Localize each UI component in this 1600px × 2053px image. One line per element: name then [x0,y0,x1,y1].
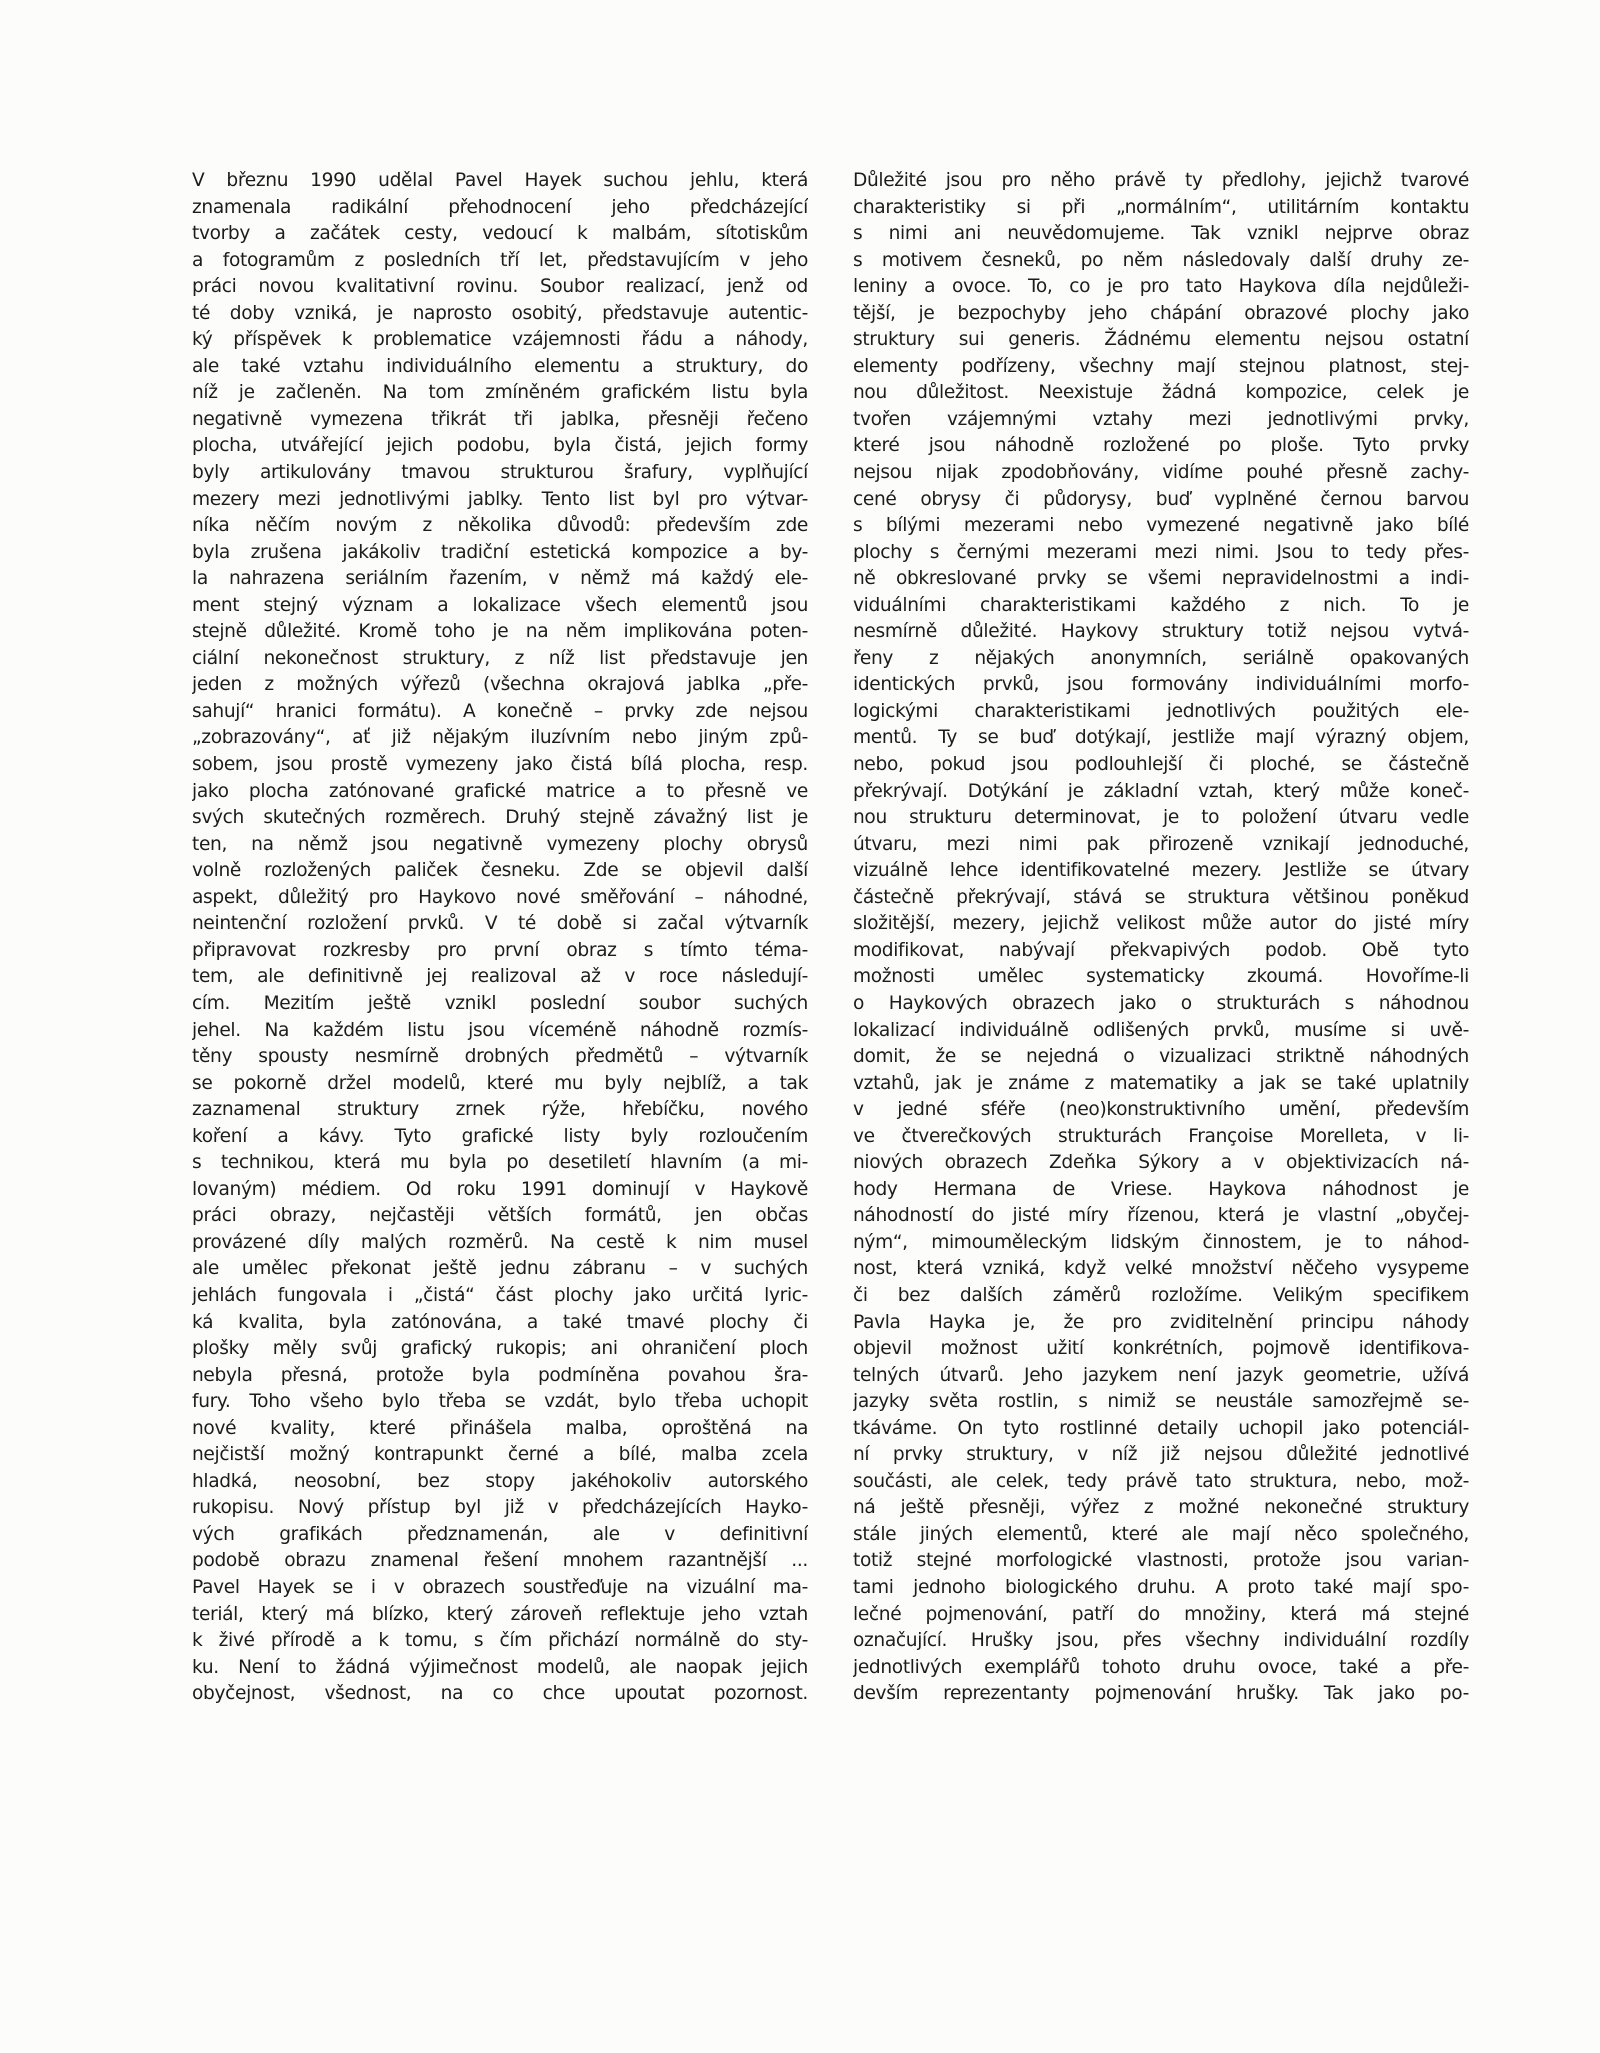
text-line: složitější, mezery, jejichž velikost může autor do jisté míry [853,913,1469,935]
text-line: cené obrysy či půdorysy, buď vyplněné černou barvou [853,488,1469,510]
text-line: nejčistší možný kontrapunkt černé a bílé, malba zcela [192,1444,808,1466]
text-line: útvaru, mezi nimi pak přirozeně vznikají jednoduché, [853,833,1469,855]
text-line: lečné pojmenování, patří do množiny, která má stejné [853,1603,1469,1625]
text-line: ciální nekonečnost struktury, z níž list představuje jen [192,647,808,669]
text-line: charakteristiky si při „normálním“, utilitárním kontaktu [853,196,1469,218]
text-line: domit, že se nejedná o vizualizaci striktně náhodných [853,1046,1469,1068]
text-line: podobě obrazu znamenal řešení mnohem razantnější ... [192,1550,808,1572]
text-line: hladká, neosobní, bez stopy jakéhokoliv autorského [192,1470,808,1492]
text-line: leniny a ovoce. To, co je pro tato Haykova díla nejdůleži- [853,276,1469,298]
text-line: logickými charakteristikami jednotlivých použitých ele- [853,700,1469,722]
text-line: vztahů, jak je známe z matematiky a jak se také uplatnily [853,1072,1469,1094]
text-line: tvorby a začátek cesty, vedoucí k malbám, sítotiskům [192,223,808,245]
text-line: ale umělec překonat ještě jednu zábranu – v suchých [192,1258,808,1280]
text-line: tvořen vzájemnými vztahy mezi jednotlivými prvky, [853,408,1469,430]
text-line: sahují“ hranici formátu). A konečně – prvky zde nejsou [192,700,808,722]
text-line: ale také vztahu individuálního elementu a struktury, do [192,355,808,377]
text-line: neintenční rozložení prvků. V té době si začal výtvarník [192,913,808,935]
text-line: k živé přírodě a k tomu, s čím přichází normálně do sty- [192,1630,808,1652]
text-line: řeny z nějakých anonymních, seriálně opakovaných [853,647,1469,669]
text-line: a fotogramům z posledních tří let, představujícím v jeho [192,249,808,271]
text-line: devším reprezentanty pojmenování hrušky. Tak jako po- [853,1683,1469,1705]
text-line: ně obkreslované prvky se všemi nepravidelnostmi a indi- [853,568,1469,590]
text-line: jehel. Na každém listu jsou víceméně náhodně rozmís- [192,1019,808,1041]
text-line: s nimi ani neuvědomujeme. Tak vznikl nejprve obraz [853,223,1469,245]
text-line: Pavla Hayka je, že pro zviditelnění principu náhody [853,1311,1469,1333]
text-line: ve čtverečkových strukturách Françoise Morelleta, v li- [853,1125,1469,1147]
text-line: provázené díly malých rozměrů. Na cestě k nim musel [192,1231,808,1253]
text-line: níka něčím novým z několika důvodů: především zde [192,515,808,537]
text-line: objevil možnost užití konkrétních, pojmově identifikova- [853,1338,1469,1360]
text-line: elementy podřízeny, všechny mají stejnou platnost, stej- [853,355,1469,377]
text-line: součásti, ale celek, tedy právě tato struktura, nebo, mož- [853,1470,1469,1492]
text-line: ment stejný význam a lokalizace všech elementů jsou [192,594,808,616]
text-line: s bílými mezerami nebo vymezené negativně jako bílé [853,515,1469,537]
text-line: mezery mezi jednotlivými jablky. Tento list byl pro výtvar- [192,488,808,510]
text-line: viduálními charakteristikami každého z nich. To je [853,594,1469,616]
text-line: překrývají. Dotýkání je základní vztah, který může koneč- [853,780,1469,802]
text-line: ku. Není to žádná výjimečnost modelů, ale naopak jejich [192,1656,808,1678]
text-line: svých skutečných rozměrech. Druhý stejně závažný list je [192,807,808,829]
text-line: s motivem česneků, po něm následovaly další druhy ze- [853,249,1469,271]
text-line: koření a kávy. Tyto grafické listy byly rozloučením [192,1125,808,1147]
text-line: stále jiných elementů, které ale mají něco společného, [853,1523,1469,1545]
text-line: s technikou, která mu byla po desetiletí hlavním (a mi- [192,1152,808,1174]
text-line: jednotlivých exemplářů tohoto druhu ovoce, také a pře- [853,1656,1469,1678]
text-line: částečně překrývají, stává se struktura většinou poněkud [853,886,1469,908]
text-line: tem, ale definitivně jej realizoval až v roce následují- [192,966,808,988]
text-line: tami jednoho biologického druhu. A proto také mají spo- [853,1576,1469,1598]
text-line: la nahrazena seriálním řazením, v němž má každý ele- [192,568,808,590]
text-line: telných útvarů. Jeho jazykem není jazyk geometrie, užívá [853,1364,1469,1386]
text-line: lovaným) médiem. Od roku 1991 dominují v Haykově [192,1178,808,1200]
text-column-right [853,168,1469,1708]
text-line: práci novou kvalitativní rovinu. Soubor realizací, jenž od [192,276,808,298]
text-line: struktury sui generis. Žádnému elementu nejsou ostatní [853,329,1469,351]
text-line: těny spousty nesmírně drobných předmětů – výtvarník [192,1046,808,1068]
text-line: ten, na němž jsou negativně vymezeny plochy obrysů [192,833,808,855]
text-line: aspekt, důležitý pro Haykovo nové směřování – náhodné, [192,886,808,908]
text-line: zaznamenal struktury zrnek rýže, hřebíčku, nového [192,1099,808,1121]
text-line: totiž stejné morfologické vlastnosti, protože jsou varian- [853,1550,1469,1572]
text-line: nebyla přesná, protože byla podmíněna povahou šra- [192,1364,808,1386]
text-line: té doby vzniká, je naprosto osobitý, představuje autentic- [192,302,808,324]
text-line: cím. Mezitím ještě vznikl poslední soubor suchých [192,992,808,1014]
text-line: vých grafikách předznamenán, ale v definitivní [192,1523,808,1545]
text-line: jehlách fungovala i „čistá“ část plochy jako určitá lyric- [192,1284,808,1306]
text-line: práci obrazy, nejčastěji větších formátů, jen občas [192,1205,808,1227]
text-line: náhodností do jisté míry řízenou, která je vlastní „obyčej- [853,1205,1469,1227]
text-line: „zobrazovány“, ať již nějakým iluzívním nebo jiným způ- [192,727,808,749]
text-line: stejně důležité. Kromě toho je na něm implikována poten- [192,621,808,643]
text-line: nejsou nijak zpodobňovány, vidíme pouhé přesně zachy- [853,462,1469,484]
text-line: rukopisu. Nový přístup byl již v předcházejících Hayko- [192,1497,808,1519]
text-line: hody Hermana de Vriese. Haykova náhodnost je [853,1178,1469,1200]
text-line: ným“, mimouměleckým lidským činnostem, je to náhod- [853,1231,1469,1253]
text-line: sobem, jsou prostě vymezeny jako čistá bílá plocha, resp. [192,754,808,776]
text-line: nesmírně důležité. Haykovy struktury totiž nejsou vytvá- [853,621,1469,643]
text-line: ná ještě přesněji, výřez z možné nekonečné struktury [853,1497,1469,1519]
text-line: V březnu 1990 udělal Pavel Hayek suchou jehlu, která [192,170,808,191]
text-line: ká kvalita, byla zatónována, a také tmavé plochy či [192,1311,808,1333]
text-line: ní prvky struktury, v níž již nejsou důležité jednotlivé [853,1444,1469,1466]
text-line: se pokorně držel modelů, které mu byly nejblíž, a tak [192,1072,808,1094]
text-line: modifikovat, nabývají překvapivých podob. Obě tyto [853,939,1469,961]
text-line: byla zrušena jakákoliv tradiční estetická kompozice a by- [192,541,808,563]
text-line: teriál, který má blízko, který zároveň reflektuje jeho vztah [192,1603,808,1625]
text-line: vizuálně lehce identifikovatelné mezery. Jestliže se útvary [853,860,1469,882]
text-line: jeden z možných výřezů (všechna okrajová jablka „pře- [192,674,808,696]
text-line: plochy s černými mezerami mezi nimi. Jsou to tedy přes- [853,541,1469,563]
text-line: nost, která vzniká, když velké množství něčeho vysypeme [853,1258,1469,1280]
text-line: fury. Toho všeho bylo třeba se vzdát, bylo třeba uchopit [192,1391,808,1413]
text-line: nové kvality, které přinášela malba, oproštěná na [192,1417,808,1439]
text-line: připravovat rozkresby pro první obraz s tímto téma- [192,939,808,961]
text-line: či bez dalších záměrů rozložíme. Velikým specifikem [853,1284,1469,1306]
text-line: Důležité jsou pro něho právě ty předlohy, jejichž tvarové [853,170,1469,191]
text-line: volně rozložených paliček česneku. Zde se objevil další [192,860,808,882]
text-line: jako plocha zatónované grafické matrice a to přesně ve [192,780,808,802]
text-line: byly artikulovány tmavou strukturou šrafury, vyplňující [192,462,808,484]
text-line: obyčejnost, všednost, na co chce upoutat pozornost. [192,1683,808,1705]
text-line: níž je začleněn. Na tom zmíněném grafickém listu byla [192,382,808,404]
text-line: nou strukturu determinovat, je to položení útvaru vedle [853,807,1469,829]
text-line: v jedné sféře (neo)konstruktivního umění, především [853,1099,1469,1121]
text-line: lokalizací individuálně odlišených prvků, musíme si uvě- [853,1019,1469,1041]
text-line: mentů. Ty se buď dotýkají, jestliže mají výrazný objem, [853,727,1469,749]
text-line: negativně vymezena třikrát tři jablka, přesněji řečeno [192,408,808,430]
text-line: o Haykových obrazech jako o strukturách s náhodnou [853,992,1469,1014]
text-line: nou důležitost. Neexistuje žádná kompozice, celek je [853,382,1469,404]
text-line: tkáváme. On tyto rostlinné detaily uchopil jako potenciál- [853,1417,1469,1439]
text-line: nebo, pokud jsou podlouhlejší či ploché, se částečně [853,754,1469,776]
text-line: niových obrazech Zdeňka Sýkory a v objektivizacích ná- [853,1152,1469,1174]
text-line: identických prvků, jsou formovány individuálními morfo- [853,674,1469,696]
text-line: plošky měly svůj grafický rukopis; ani ohraničení ploch [192,1338,808,1360]
text-line: jazyky světa rostlin, s nimiž se neustále samozřejmě se- [853,1391,1469,1413]
text-line: Pavel Hayek se i v obrazech soustřeďuje na vizuální ma- [192,1576,808,1598]
text-line: které jsou náhodně rozložené po ploše. Tyto prvky [853,435,1469,457]
text-column-left [192,168,808,1708]
text-line: znamenala radikální přehodnocení jeho předcházející [192,196,808,218]
text-line: tější, je bezpochyby jeho chápání obrazové plochy jako [853,302,1469,324]
text-line: označující. Hrušky jsou, přes všechny individuální rozdíly [853,1630,1469,1652]
text-line: ký příspěvek k problematice vzájemnosti řádu a náhody, [192,329,808,351]
text-line: plocha, utvářející jejich podobu, byla čistá, jejich formy [192,435,808,457]
text-line: možnosti umělec systematicky zkoumá. Hovoříme-li [853,966,1469,988]
